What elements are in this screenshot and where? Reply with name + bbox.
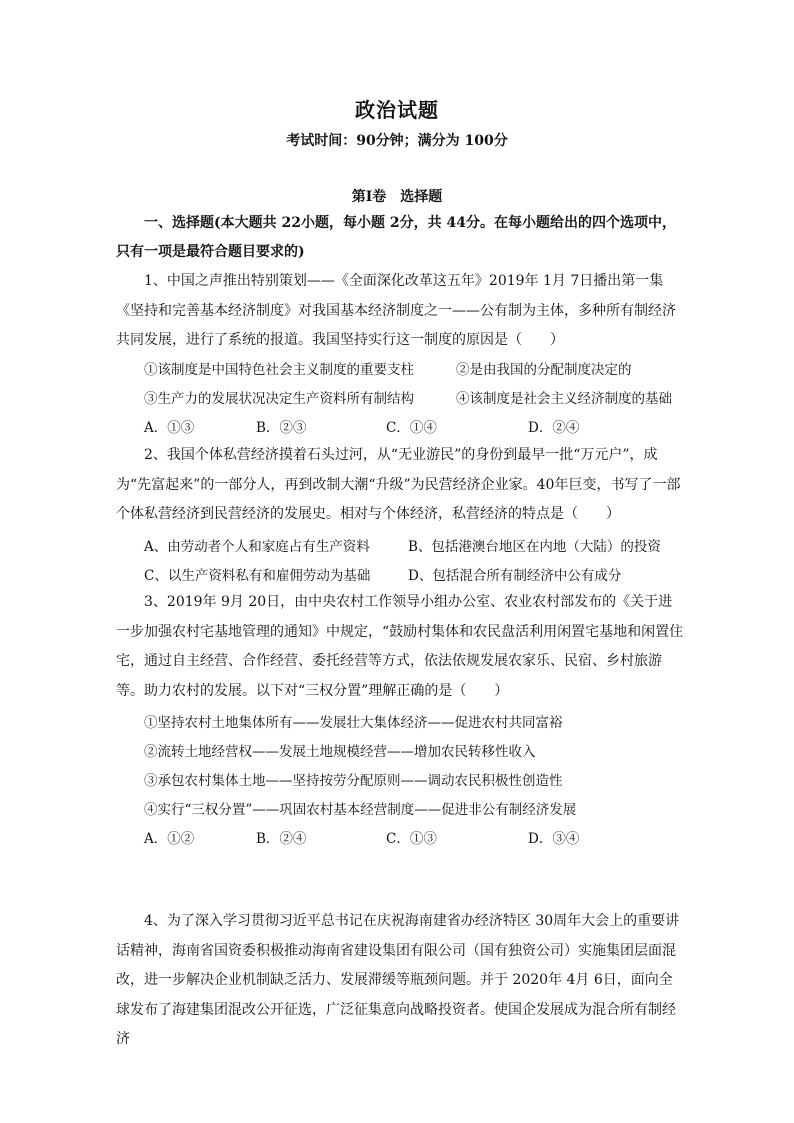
question-1-statement-1: ①该制度是中国特色社会主义制度的重要支柱 [144,362,414,378]
question-1-statement-2: ②是由我国的分配制度决定的 [456,362,632,378]
question-1-option-c[interactable]: C．①④ [386,420,437,436]
question-2-option-c[interactable]: C、以生产资料私有和雇佣劳动为基础 [144,568,371,584]
question-1-stem: 1、中国之声推出特别策划——《全面深化改革这五年》2019年 1月 7日播出第一集《坚持和完善基本经济制度》对我国基本经济制度之一——公有制为主体，多种所有制经济共同发展，进行了系统的报道。我国坚持实行这一制度的原因是（ ） [116,273,676,348]
question-1-option-b[interactable]: B．②③ [256,420,307,436]
question-3-statement-1: ①坚持农村土地集体所有——发展壮大集体经济——促进农村共同富裕 [144,715,563,731]
question-3-option-a[interactable]: A．①② [144,831,195,847]
question-4-stem: 4、为了深入学习贯彻习近平总书记在庆祝海南建省办经济特区 30周年大会上的重要讲话精神，海南省国资委积极推动海南省建设集团有限公司（国有独资公司）实施集团层面混改，进一步解决企业机制缺乏活力、发展滞缓等瓶颈问题。并于 2020年 4月 6日，面向全球发布了海建集团混改公开征选，广泛征集意向战略投资者。使国企发展成为混合所有制经济 [116,913,680,1047]
question-3-statement-3: ③承包农村集体土地——坚持按劳分配原则——调动农民积极性创造性 [144,773,563,789]
question-2-stem: 2、我国个体私营经济摸着石头过河，从“无业游民”的身份到最早一批“万元户”，成为“先富起来”的一部分人，再到改制大潮“升级”为民营经济企业家。40年巨变，书写了一部个体私营经济到民营经济的发展史。相对与个体经济，私营经济的特点是（ ） [116,447,681,522]
question-2-option-d[interactable]: D、包括混合所有制经济中公有成分 [408,568,622,584]
question-1-option-a[interactable]: A．①③ [144,420,195,436]
question-1-statement-4: ④该制度是社会主义经济制度的基础 [456,391,672,407]
exam-title: 政治试题 [355,98,439,122]
question-3-statement-2: ②流转土地经营权——发展土地规模经营——增加农民转移性收入 [144,744,536,760]
question-3-option-c[interactable]: C．①③ [386,831,437,847]
question-3-stem: 3、2019年 9月 20日，由中央农村工作领导小组办公室、农业农村部发布的《关于进一步加强农村宅基地管理的通知》中规定，“鼓励村集体和农民盘活利用闲置宅基地和闲置住宅，通过自主经营、合作经营、委托经营等方式，依法依规发展农家乐、民宿、乡村旅游等。助力农村的发展。以下对“三权分置”理解正确的是（ ） [116,594,684,699]
question-1-statement-3: ③生产力的发展状况决定生产资料所有制结构 [144,391,414,407]
question-3-option-d[interactable]: D．③④ [528,831,580,847]
question-2-option-a[interactable]: A、由劳动者个人和家庭占有生产资料 [144,539,370,555]
question-3-statement-4: ④实行“三权分置”——巩固农村基本经营制度——促进非公有制经济发展 [144,802,577,818]
question-1-option-d[interactable]: D．②④ [528,420,580,436]
question-3-option-b[interactable]: B．②④ [256,831,307,847]
exam-subtitle: 考试时间：90分钟；满分为 100分 [286,133,508,149]
section-title: 第Ⅰ卷 选择题 [351,189,443,205]
section-instruction: 一、选择题(本大题共 22小题，每小题 2分，共 44分。在每小题给出的四个选项中，只有一项是最符合题目要求的) [116,215,676,260]
question-2-option-b[interactable]: B、包括港澳台地区在内地（大陆）的投资 [408,539,661,555]
